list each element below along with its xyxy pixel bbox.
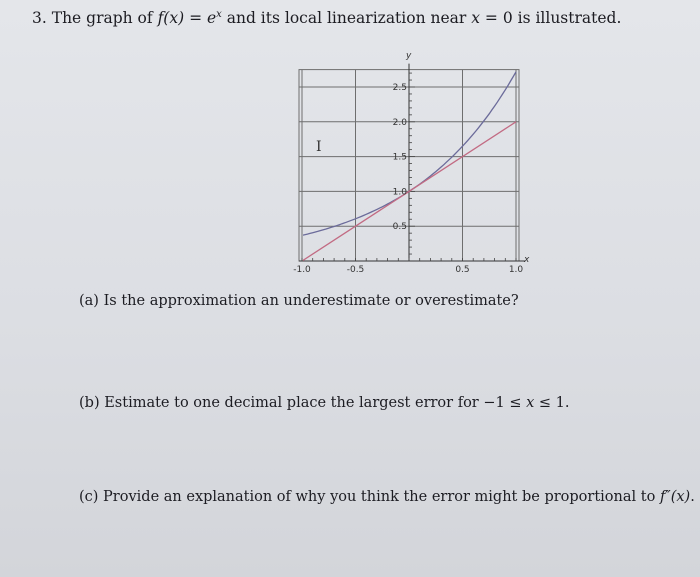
function-f-of-x: f(x) xyxy=(157,9,185,28)
x-tick-label: 0.5 xyxy=(455,265,470,275)
equals-sign: = xyxy=(184,9,207,28)
y-tick-label: 1.0 xyxy=(392,187,407,198)
question-b xyxy=(79,395,569,411)
y-tick-label: 2.5 xyxy=(392,83,407,93)
y-axis-label: y xyxy=(406,51,412,61)
question-a-text: Is the approximation an underestimate or overestimate? xyxy=(103,293,519,309)
question-c-label: (c) xyxy=(79,489,99,505)
y-tick-label: 1.5 xyxy=(392,152,407,163)
variable-x: x xyxy=(526,395,535,411)
question-c-text: Provide an explanation of why you think the error might be proportional to xyxy=(103,489,660,505)
y-tick-label: 0.5 xyxy=(392,222,407,233)
exp-base: e xyxy=(206,9,217,28)
x-tick-label: 1.0 xyxy=(508,265,524,275)
problem-text: and its local linearization near xyxy=(221,9,472,28)
question-c xyxy=(79,489,695,505)
x-tick-label: -1.0 xyxy=(293,265,311,275)
y-tick-label: 2.0 xyxy=(392,117,407,128)
inequality-right: ≤ 1. xyxy=(534,395,570,411)
question-b-text: Estimate to one decimal place the largest error for xyxy=(104,395,484,411)
question-a-label: (a) xyxy=(79,293,99,309)
problem-number: 3. xyxy=(32,9,47,28)
exp-exponent: x xyxy=(216,9,222,20)
question-b-label: (b) xyxy=(79,395,100,411)
problem-text: The graph of xyxy=(51,9,158,28)
variable-x: x xyxy=(471,9,480,28)
x-axis-label: x xyxy=(524,255,530,265)
second-derivative: f″(x) xyxy=(659,489,691,505)
question-a xyxy=(79,293,519,309)
question-c-period: . xyxy=(690,489,695,505)
grid xyxy=(299,64,525,261)
text-cursor-icon: I xyxy=(316,139,322,155)
inequality-left: −1 ≤ xyxy=(483,395,527,411)
tick-labels xyxy=(293,83,523,275)
problem-text: = 0 is illustrated. xyxy=(479,9,622,28)
x-tick-label: -0.5 xyxy=(346,265,365,275)
